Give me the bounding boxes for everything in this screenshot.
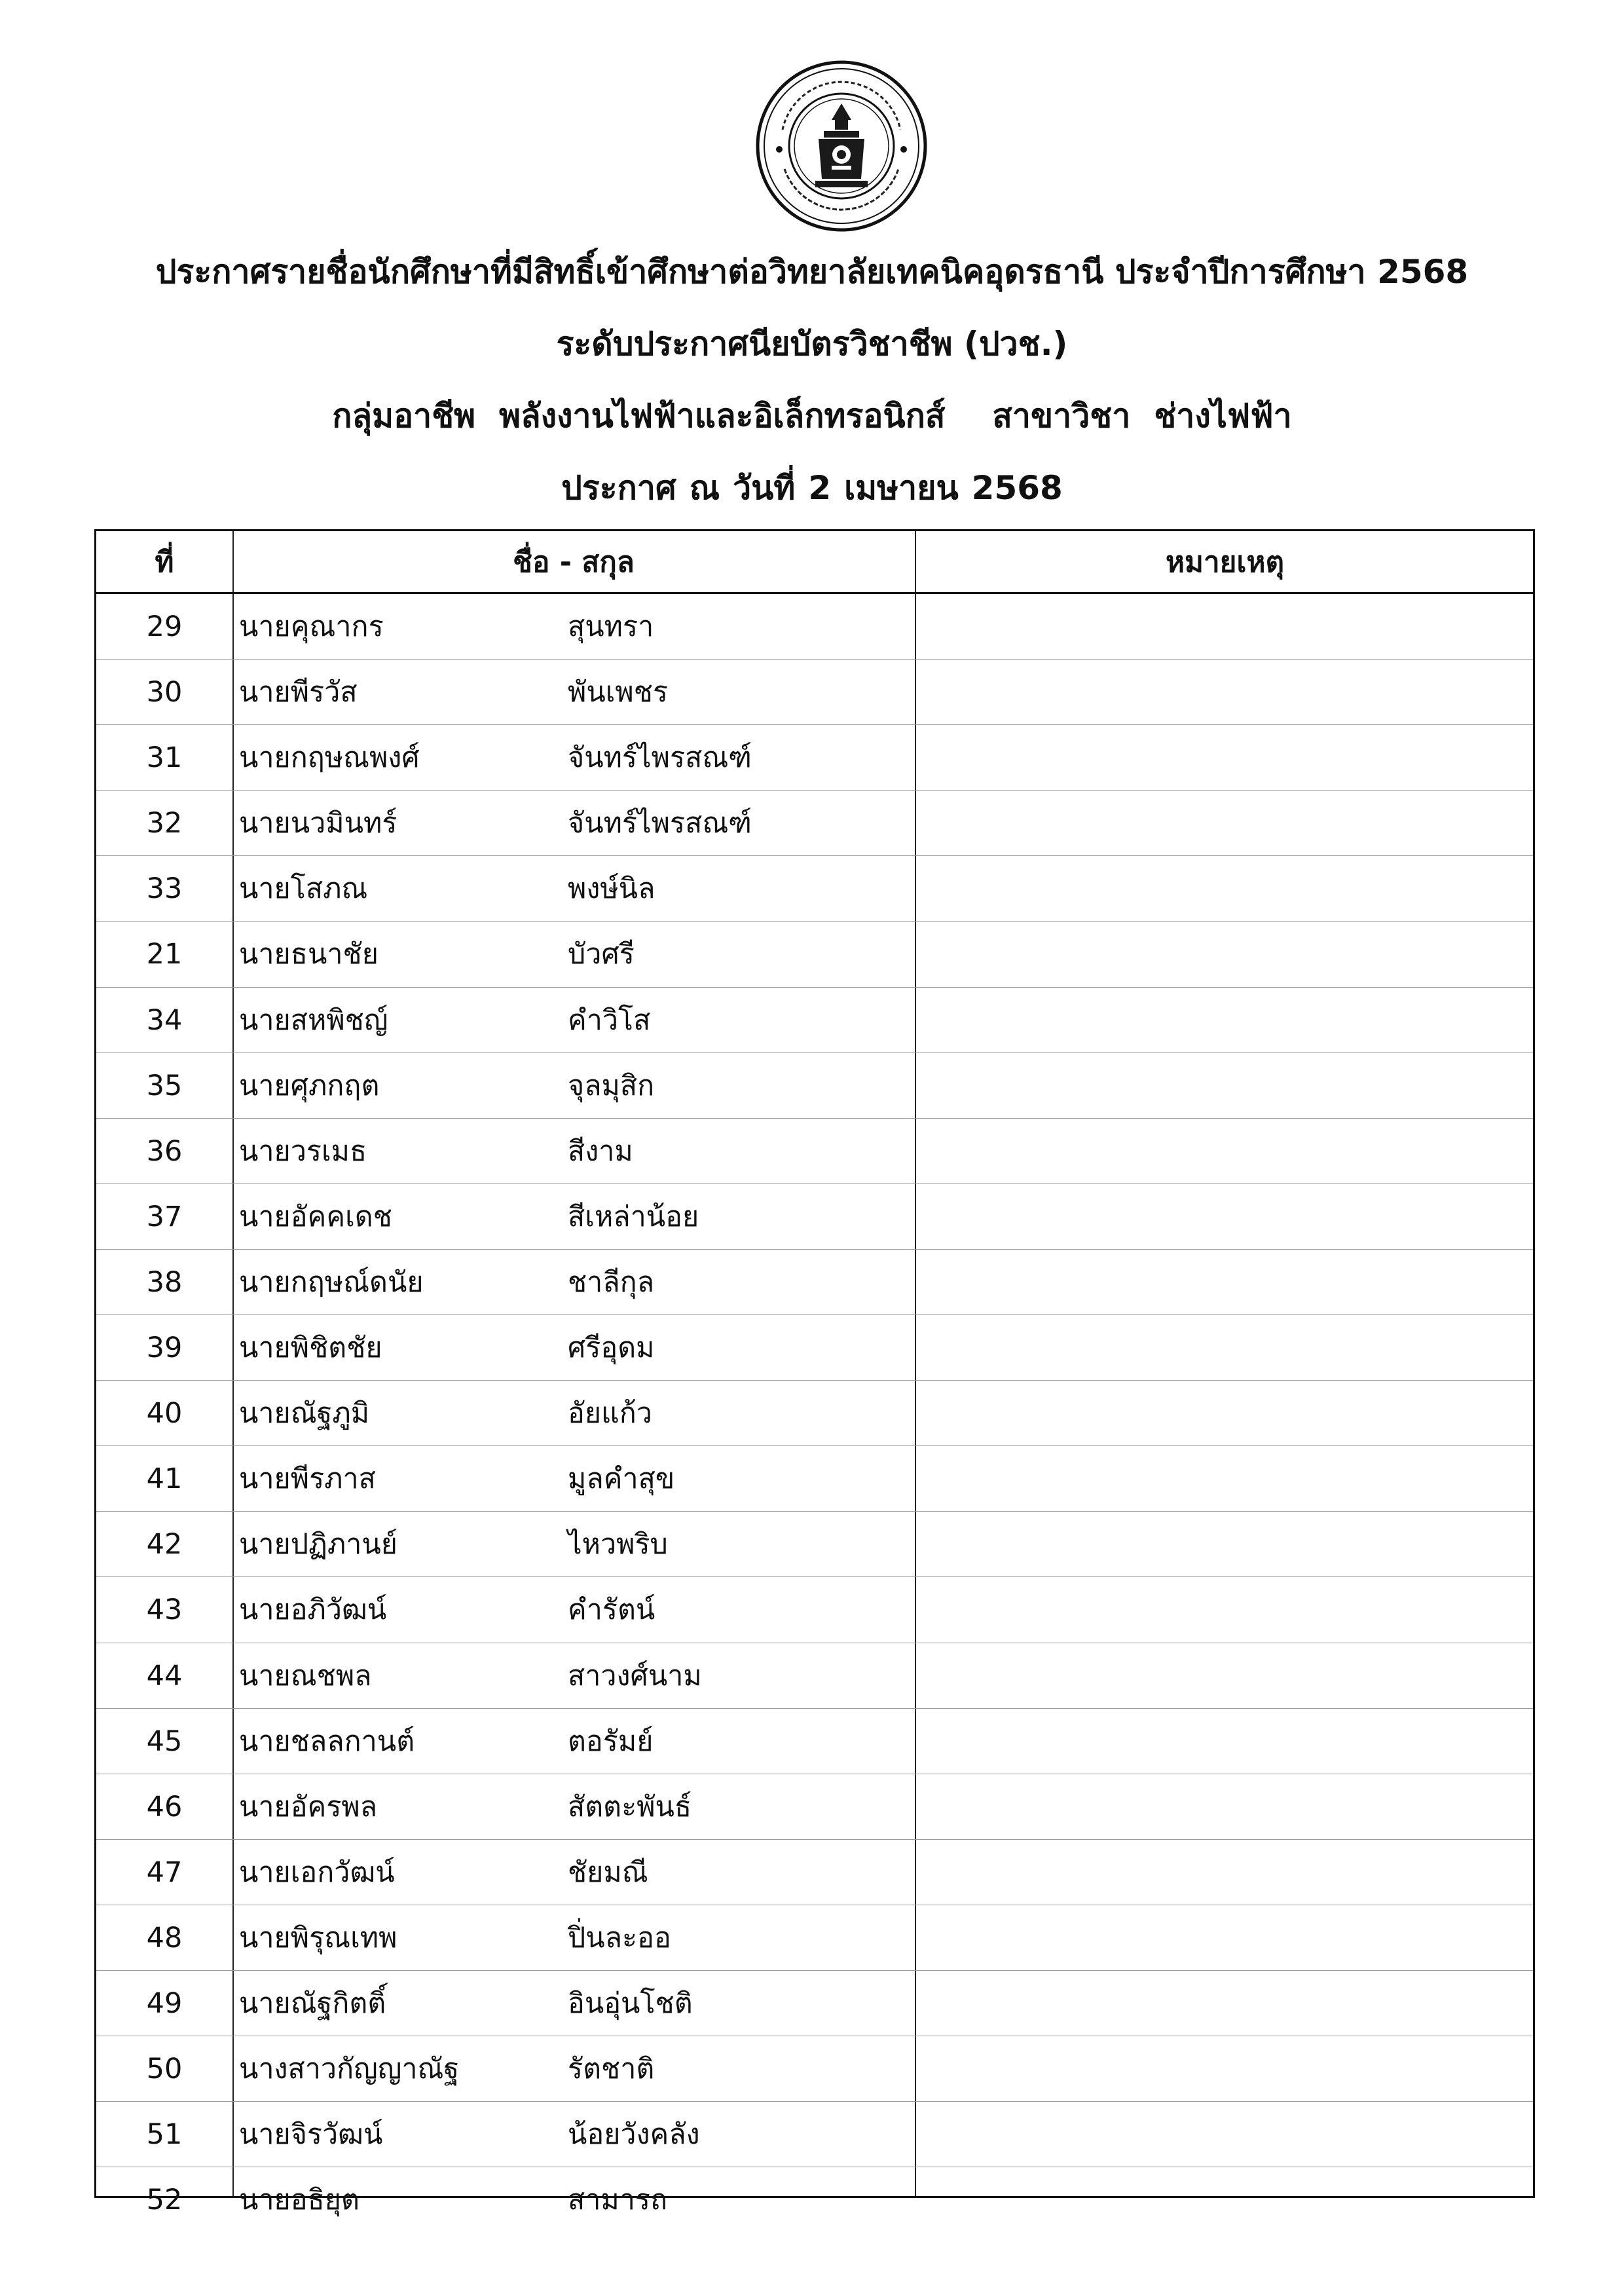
student-last-name: น้อยวังคลัง xyxy=(568,2118,700,2152)
student-first-name: นายณชพล xyxy=(239,1659,372,1692)
row-remark xyxy=(921,2036,1530,2102)
row-number: 45 xyxy=(146,1724,183,1758)
student-first-name: นายพิชิตชัย xyxy=(239,1332,382,1365)
row-number: 52 xyxy=(146,2184,183,2217)
row-remark xyxy=(921,1119,1530,1184)
student-first-name: นายธนาชัย xyxy=(239,938,378,971)
row-remark xyxy=(921,725,1530,791)
row-number: 32 xyxy=(146,807,183,840)
college-seal xyxy=(753,58,930,234)
student-first-name: นายศุภกฤต xyxy=(239,1069,380,1102)
student-last-name: จันทร์ไพรสณฑ์ xyxy=(568,807,752,840)
student-first-name: นางสาวกัญญาณัฐ xyxy=(239,2053,460,2086)
row-number: 21 xyxy=(146,938,183,971)
row-number: 46 xyxy=(146,1790,183,1823)
date-month: เมษายน xyxy=(844,469,959,507)
row-remark xyxy=(921,1446,1530,1512)
program-line xyxy=(0,396,1624,436)
table-row xyxy=(96,791,1533,856)
student-first-name: นายคุณากร xyxy=(239,610,384,643)
student-last-name: บัวศรี xyxy=(568,938,635,971)
row-remark xyxy=(921,594,1530,660)
student-last-name: อินอุ่นโชติ xyxy=(568,1986,693,2020)
table-row xyxy=(96,725,1533,791)
row-remark xyxy=(921,2167,1530,2233)
student-last-name: สีงาม xyxy=(568,1134,633,1168)
student-last-name: สีเหล่าน้อย xyxy=(568,1200,699,1233)
table-row xyxy=(96,2167,1533,2233)
row-remark xyxy=(921,988,1530,1053)
row-number: 30 xyxy=(146,676,183,709)
table-row xyxy=(96,988,1533,1053)
date-year: 2568 xyxy=(971,469,1063,507)
student-last-name: อัยแก้ว xyxy=(568,1397,652,1430)
table-row xyxy=(96,1315,1533,1381)
student-last-name: พงษ์นิล xyxy=(568,872,655,906)
table-row xyxy=(96,1840,1533,1905)
student-first-name: นายอัคคเดช xyxy=(239,1200,392,1233)
student-last-name: ไหวพริบ xyxy=(568,1528,668,1561)
student-last-name: พันเพชร xyxy=(568,676,669,709)
announcement-date-line xyxy=(0,468,1624,508)
student-first-name: นายจิรวัฒน์ xyxy=(239,2118,383,2152)
table-row xyxy=(96,856,1533,922)
row-number: 48 xyxy=(146,1921,183,1954)
row-number: 34 xyxy=(146,1003,183,1037)
student-last-name: ชาลีกุล xyxy=(568,1265,655,1299)
student-first-name: นายพีรวัส xyxy=(239,676,358,709)
student-first-name: นายณัฐกิตติ์ xyxy=(239,1986,386,2020)
table-row xyxy=(96,594,1533,660)
student-last-name: สัตตะพันธ์ xyxy=(568,1790,692,1823)
table-row xyxy=(96,1119,1533,1184)
row-remark xyxy=(921,922,1530,987)
student-last-name: ศรีอุดม xyxy=(568,1332,655,1365)
table-row xyxy=(96,2036,1533,2102)
date-day: 2 xyxy=(808,469,832,507)
student-first-name: นายปฏิภานย์ xyxy=(239,1528,397,1561)
student-first-name: นายณัฐภูมิ xyxy=(239,1397,370,1430)
branch-name: ช่างไฟฟ้า xyxy=(1154,397,1292,435)
student-first-name: นายนวมินทร์ xyxy=(239,807,397,840)
header-remarks: หมายเหตุ xyxy=(1165,546,1285,579)
date-at: ณ xyxy=(689,469,720,507)
row-number: 29 xyxy=(146,610,183,643)
row-remark xyxy=(921,856,1530,922)
table-row xyxy=(96,1053,1533,1119)
branch-label: สาขาวิชา xyxy=(992,397,1131,435)
row-number: 49 xyxy=(146,1986,183,2020)
table-row xyxy=(96,1643,1533,1709)
student-first-name: นายพิรุณเทพ xyxy=(239,1921,397,1954)
student-last-name: จุลมุสิก xyxy=(568,1069,655,1102)
student-last-name: สามารถ xyxy=(568,2184,668,2217)
announcement-title: ประกาศรายชื่อนักศึกษาที่มีสิทธิ์เข้าศึกษาต่อวิทยาลัยเทคนิคอุดรธานี ประจำปีการศึกษา 2568 xyxy=(155,253,1469,291)
row-remark xyxy=(921,1840,1530,1905)
row-number: 43 xyxy=(146,1594,183,1627)
student-first-name: นายสหพิชญ์ xyxy=(239,1003,388,1037)
row-number: 33 xyxy=(146,872,183,906)
row-remark xyxy=(921,1512,1530,1577)
row-remark xyxy=(921,1709,1530,1774)
student-last-name: จันทร์ไพรสณฑ์ xyxy=(568,741,752,775)
student-last-name: มูลคำสุข xyxy=(568,1463,675,1496)
table-row xyxy=(96,2102,1533,2167)
row-remark xyxy=(921,791,1530,856)
row-remark xyxy=(921,1381,1530,1446)
header-full-name: ชื่อ - สกุล xyxy=(513,546,635,579)
row-number: 41 xyxy=(146,1463,183,1496)
header-number: ที่ xyxy=(155,546,174,579)
row-remark xyxy=(921,1577,1530,1643)
student-list-table xyxy=(94,529,1535,2217)
table-row xyxy=(96,922,1533,987)
row-remark xyxy=(921,1053,1530,1119)
certificate-level: ระดับประกาศนียบัตรวิชาชีพ (ปวช.) xyxy=(556,325,1068,363)
table-row xyxy=(96,1577,1533,1643)
student-first-name: นายกฤษณพงศ์ xyxy=(239,741,420,775)
student-last-name: รัตชาติ xyxy=(568,2053,655,2086)
group-label: กลุ่มอาชีพ xyxy=(332,397,476,435)
row-remark xyxy=(921,660,1530,725)
row-remark xyxy=(921,1774,1530,1840)
table-row xyxy=(96,1774,1533,1840)
student-first-name: นายโสภณ xyxy=(239,872,368,906)
row-remark xyxy=(921,2102,1530,2167)
student-last-name: คำรัตน์ xyxy=(568,1594,655,1627)
student-first-name: นายชลลกานต์ xyxy=(239,1724,415,1758)
student-last-name: ปิ่นละออ xyxy=(568,1921,671,1954)
student-last-name: สุนทรา xyxy=(568,610,654,643)
student-first-name: นายอธิยุต xyxy=(239,2184,360,2217)
student-last-name: คำวิโส xyxy=(568,1003,651,1037)
row-number: 37 xyxy=(146,1200,183,1233)
row-number: 47 xyxy=(146,1855,183,1889)
student-first-name: นายอัครพล xyxy=(239,1790,378,1823)
student-last-name: สาวงศ์นาม xyxy=(568,1659,702,1692)
group-name: พลังงานไฟฟ้าและอิเล็กทรอนิกส์ xyxy=(499,397,946,435)
student-first-name: นายกฤษณ์ดนัย xyxy=(239,1265,424,1299)
row-number: 51 xyxy=(146,2118,183,2152)
student-last-name: ตอรัมย์ xyxy=(568,1724,654,1758)
row-number: 35 xyxy=(146,1069,183,1102)
table-body xyxy=(96,594,1533,2233)
date-label: วันที่ xyxy=(733,469,796,507)
row-remark xyxy=(921,1643,1530,1709)
row-number: 31 xyxy=(146,741,183,775)
table-row xyxy=(96,1250,1533,1315)
table-row xyxy=(96,1184,1533,1250)
row-remark xyxy=(921,1250,1530,1315)
student-first-name: นายอภิวัฒน์ xyxy=(239,1594,387,1627)
row-remark xyxy=(921,1184,1530,1250)
student-first-name: นายวรเมธ xyxy=(239,1134,367,1168)
row-remark xyxy=(921,1315,1530,1381)
student-last-name: ชัยมณี xyxy=(568,1855,648,1889)
row-remark xyxy=(921,1905,1530,1971)
row-number: 42 xyxy=(146,1528,183,1561)
table-row xyxy=(96,1446,1533,1512)
row-number: 38 xyxy=(146,1265,183,1299)
row-number: 39 xyxy=(146,1332,183,1365)
student-first-name: นายพีรภาส xyxy=(239,1463,376,1496)
row-remark xyxy=(921,1971,1530,2036)
table-header xyxy=(96,531,1533,594)
date-prefix: ประกาศ xyxy=(561,469,676,507)
row-number: 36 xyxy=(146,1134,183,1168)
table-row xyxy=(96,1709,1533,1774)
student-first-name: นายเอกวัฒน์ xyxy=(239,1855,395,1889)
table-row xyxy=(96,1971,1533,2036)
row-number: 44 xyxy=(146,1659,183,1692)
college-seal-icon xyxy=(753,58,930,234)
table-row xyxy=(96,660,1533,725)
row-number: 40 xyxy=(146,1397,183,1430)
row-number: 50 xyxy=(146,2053,183,2086)
table-row xyxy=(96,1512,1533,1577)
table-row xyxy=(96,1905,1533,1971)
table-row xyxy=(96,1381,1533,1446)
